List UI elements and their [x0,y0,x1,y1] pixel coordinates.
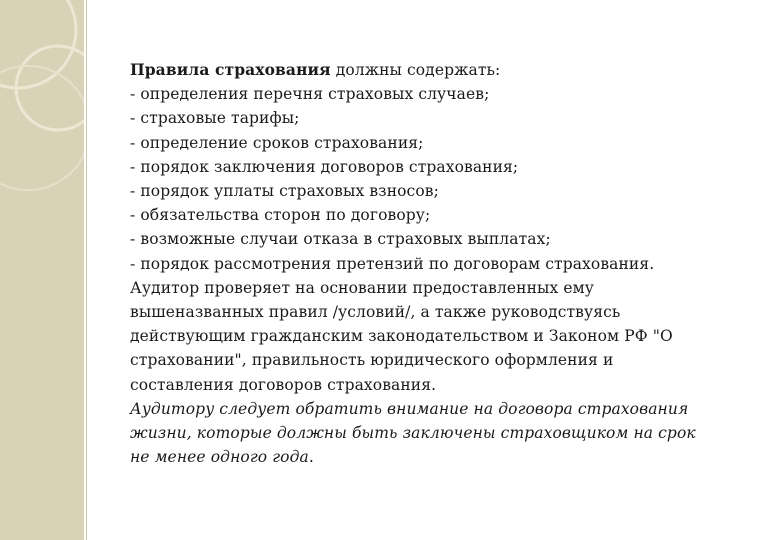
slide-body [130,58,760,469]
list-item: - порядок уплаты страховых взносов; [130,182,439,201]
list-item: - обязательства сторон по договору; [130,206,431,225]
list-item: - определения перечня страховых случаев; [130,85,490,104]
decorative-circle [0,0,76,88]
italic-note-line: не менее одного года. [130,448,314,467]
paragraph-line: страховании", правильность юридического оформления и [130,351,614,370]
list-item: - возможные случаи отказа в страховых выплатах; [130,230,551,249]
italic-note-line: жизни, которые должны быть заключены страховщиком на срок [130,424,696,443]
list-item: - определение сроков страхования; [130,133,424,152]
paragraph-line: составления договоров страхования. [130,375,437,394]
italic-note-line: Аудитору следует обратить внимание на договора страхования [130,399,689,418]
list-item: - порядок заключения договоров страхования; [130,157,519,176]
list-item: - порядок рассмотрения претензий по договорам страхования. [130,254,655,273]
decorative-side-band [0,0,84,540]
heading-lead: Правила страхования [130,60,331,79]
band-divider-line [86,0,87,540]
decorative-circles [0,0,84,540]
heading-line [130,58,760,82]
list-item: - страховые тарифы; [130,109,300,128]
paragraph-line: действующим гражданским законодательством и Законом РФ "О [130,327,673,346]
paragraph-line: Аудитор проверяет на основании предоставленных ему [130,278,594,297]
paragraph-line: вышеназванных правил /условий/, а также руководствуясь [130,303,621,322]
heading-rest: должны содержать: [330,61,501,79]
